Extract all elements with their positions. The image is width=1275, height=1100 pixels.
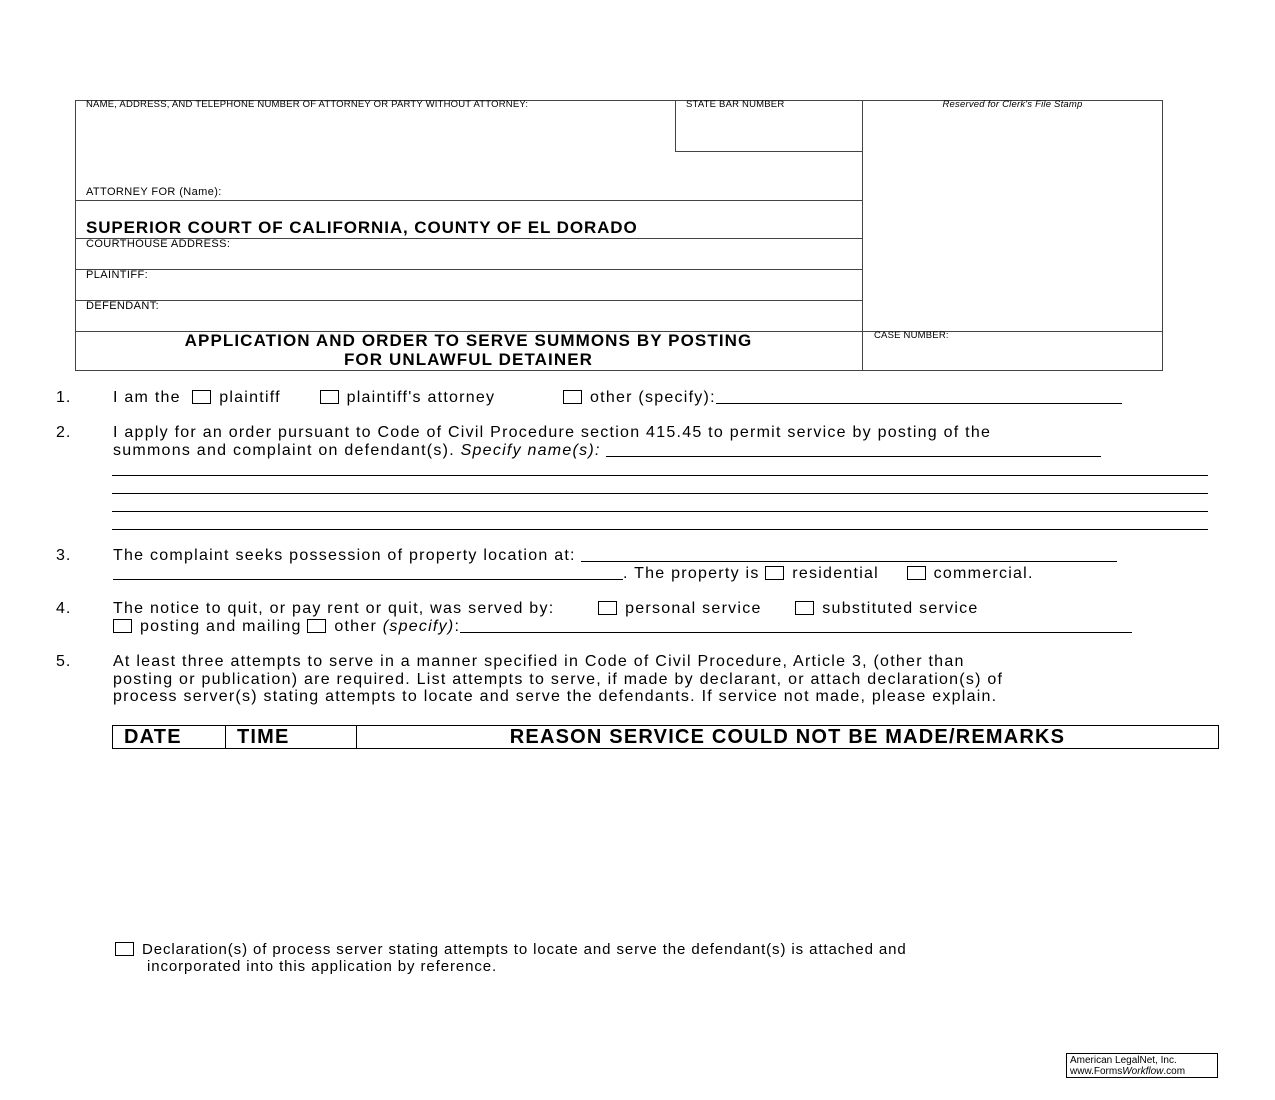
residential-label: residential	[792, 565, 879, 582]
item-number: 4.	[56, 600, 72, 617]
residential-checkbox[interactable]	[765, 566, 784, 580]
attorney-for-label: ATTORNEY FOR (Name):	[86, 186, 222, 198]
posting-mailing-label: posting and mailing	[140, 618, 302, 635]
substituted-service-checkbox[interactable]	[795, 601, 814, 615]
divider	[75, 269, 862, 270]
declaration-line-2: incorporated into this application by reference.	[147, 958, 498, 975]
property-location-field-2[interactable]	[113, 565, 623, 580]
item-1	[113, 389, 1122, 407]
publisher-footer	[1066, 1053, 1218, 1078]
other-service-field[interactable]	[460, 618, 1132, 633]
divider	[75, 200, 862, 201]
item-2-text: summons and complaint on defendant(s).	[113, 442, 455, 459]
property-location-field[interactable]	[581, 547, 1117, 562]
item-5-line-1: At least three attempts to serve in a manner specified in Code of Civil Procedure, Article 3, (other than	[113, 653, 965, 670]
item-2-line-1: I apply for an order pursuant to Code of Civil Procedure section 415.45 to permit service by posting of the	[113, 424, 992, 441]
attorney-label: NAME, ADDRESS, AND TELEPHONE NUMBER OF ATTORNEY OR PARTY WITHOUT ATTORNEY:	[86, 99, 529, 110]
defendant-names-line[interactable]	[112, 529, 1208, 530]
plaintiffs-attorney-label: plaintiff's attorney	[346, 389, 496, 406]
item-3-line-1	[113, 547, 1117, 565]
publisher-url: www.FormsWorkflow.com	[1070, 1066, 1186, 1077]
declaration	[115, 941, 907, 975]
defendant-names-field[interactable]	[606, 442, 1101, 457]
state-bar-label: STATE BAR NUMBER	[686, 99, 785, 110]
case-number-label: CASE NUMBER:	[874, 330, 949, 341]
other-service-checkbox[interactable]	[307, 619, 326, 633]
column-reason: REASON SERVICE COULD NOT BE MADE/REMARKS	[509, 726, 1066, 748]
item-3-text: The complaint seeks possession of property location at:	[113, 547, 576, 564]
substituted-service-label: substituted service	[822, 600, 979, 617]
courthouse-label: COURTHOUSE ADDRESS:	[86, 238, 231, 250]
item-5-line-3: process server(s) stating attempts to locate and serve the defendants. If service not made, please explain.	[113, 688, 998, 705]
court-name: SUPERIOR COURT OF CALIFORNIA, COUNTY OF EL DORADO	[86, 218, 638, 237]
item-4-text: The notice to quit, or pay rent or quit, was served by:	[113, 600, 555, 617]
declaration-line-1: Declaration(s) of process server stating attempts to locate and serve the defendant(s) is attached and	[142, 941, 907, 958]
posting-mailing-checkbox[interactable]	[113, 619, 132, 633]
item-2-line-2	[113, 442, 1101, 460]
other-checkbox[interactable]	[563, 390, 582, 404]
publisher-name: American LegalNet, Inc.	[1070, 1055, 1177, 1066]
attempts-table-header	[112, 725, 1219, 749]
commercial-label: commercial.	[933, 565, 1034, 582]
title-line-1: APPLICATION AND ORDER TO SERVE SUMMONS BY POSTING	[184, 331, 753, 350]
personal-service-label: personal service	[625, 600, 762, 617]
commercial-checkbox[interactable]	[907, 566, 926, 580]
column-time: TIME	[226, 726, 357, 748]
personal-service-checkbox[interactable]	[598, 601, 617, 615]
plaintiffs-attorney-checkbox[interactable]	[320, 390, 339, 404]
plaintiff-label: plaintiff	[219, 389, 281, 406]
title-line-2: FOR UNLAWFUL DETAINER	[343, 350, 594, 369]
defendant-names-line[interactable]	[112, 511, 1208, 512]
other-specify-field[interactable]	[716, 389, 1122, 404]
item-number: 5.	[56, 653, 72, 670]
item-4-line-1	[113, 600, 979, 618]
specify-names-label: Specify name(s):	[460, 442, 601, 459]
property-is-label: . The property is	[623, 565, 760, 582]
specify-label: (specify)	[382, 618, 455, 635]
defendant-label: DEFENDANT:	[86, 300, 160, 312]
item-number: 2.	[56, 424, 72, 441]
plaintiff-label: PLAINTIFF:	[86, 269, 149, 281]
other-service-label: other	[334, 618, 378, 635]
plaintiff-checkbox[interactable]	[192, 390, 211, 404]
item-number: 3.	[56, 547, 72, 564]
declaration-checkbox[interactable]	[115, 942, 134, 956]
column-date: DATE	[113, 726, 226, 748]
item-4-line-2: posting and mailing other (specify):	[113, 618, 1132, 636]
item-3-line-2	[113, 565, 1034, 583]
item-1-text: I am the	[113, 389, 181, 406]
divider	[75, 300, 862, 301]
defendant-names-line[interactable]	[112, 493, 1208, 494]
clerk-stamp-label: Reserved for Clerk's File Stamp	[942, 99, 1083, 110]
item-5-line-2: posting or publication) are required. List attempts to serve, if made by declarant, or attach declaration(s) of	[113, 671, 1004, 688]
defendant-names-line[interactable]	[112, 475, 1208, 476]
other-label: other (specify):	[589, 389, 716, 406]
form-title	[75, 331, 862, 369]
item-number: 1.	[56, 389, 72, 406]
